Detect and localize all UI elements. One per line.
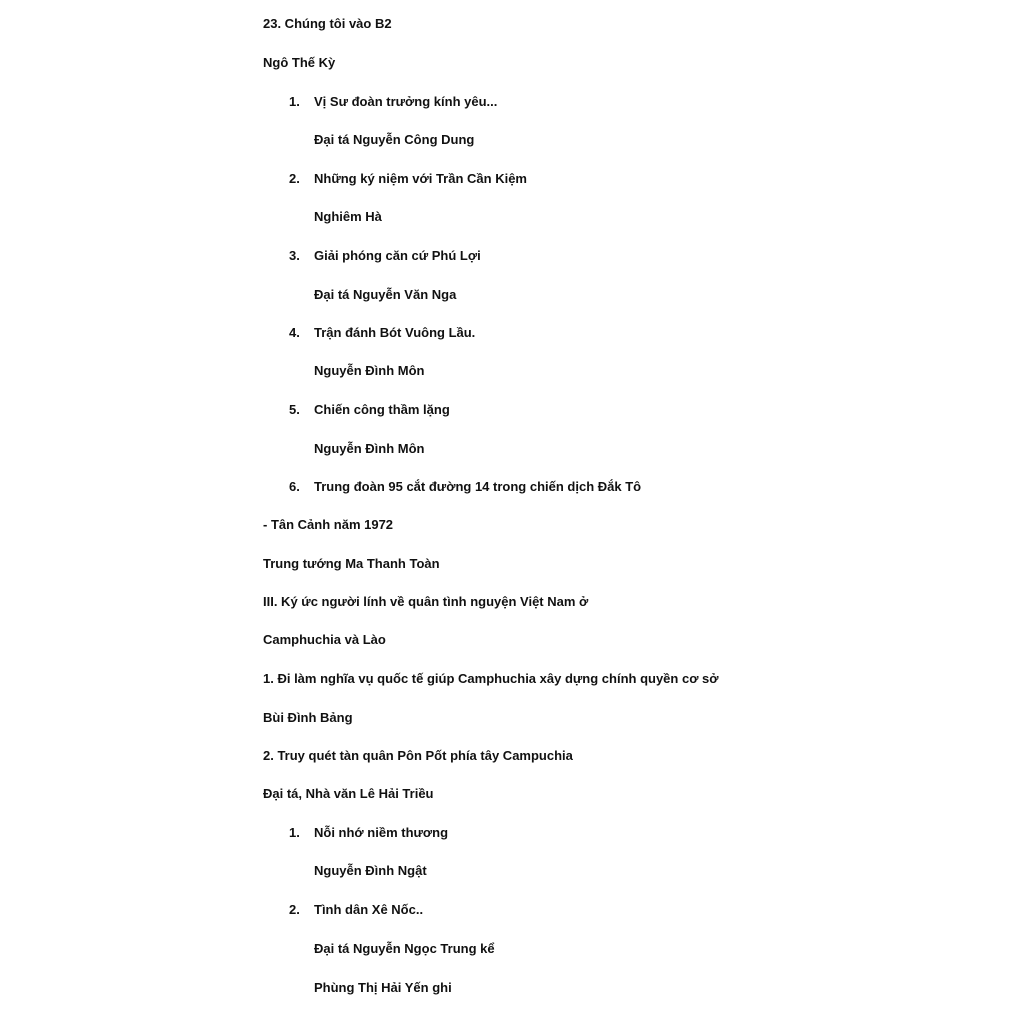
list-item-title: Giải phóng căn cứ Phú Lợi [314,248,481,263]
list-item [289,325,475,341]
list-number: 5. [289,402,300,417]
section-heading: III. Ký ức người lính về quân tình nguyện Việt Nam ở [263,594,589,609]
author-line: Phùng Thị Hải Yến ghi [314,980,452,995]
author-line: Ngô Thế Kỳ [263,55,336,70]
list-item [289,825,448,841]
author-line: Đại tá Nguyễn Công Dung [314,132,475,147]
list-item-title: Chiến công thầm lặng [314,402,450,417]
author-line: Nghiêm Hà [314,209,382,224]
section-heading: 1. Đi làm nghĩa vụ quốc tế giúp Camphuchia xây dựng chính quyền cơ sở [263,671,719,686]
author-line: Trung tướng Ma Thanh Toàn [263,556,440,571]
list-item [289,402,450,418]
section-heading: Camphuchia và Lào [263,632,386,647]
list-number: 3. [289,248,300,263]
section-heading: 23. Chúng tôi vào B2 [263,16,392,31]
list-number: 4. [289,325,300,340]
list-item-title: Tình dân Xê Nốc.. [314,902,424,917]
list-number: 1. [289,94,300,109]
list-item [289,171,527,187]
list-number: 6. [289,479,300,494]
list-item-title: Những ký niệm với Trần Cần Kiệm [314,171,527,186]
list-item-title: Vị Sư đoàn trưởng kính yêu... [314,94,498,109]
list-item-title: Trung đoàn 95 cắt đường 14 trong chiến dịch Đắk Tô [314,479,642,494]
author-line: Nguyễn Đình Ngật [314,863,427,878]
list-number: 2. [289,902,300,917]
list-item-title: Nỗi nhớ niềm thương [314,825,449,840]
list-item [289,902,423,918]
author-line: Đại tá Nguyễn Ngọc Trung kể [314,941,495,956]
author-line: Đại tá Nguyễn Văn Nga [314,287,457,302]
list-item [289,94,497,110]
text-line: - Tân Cảnh năm 1972 [263,517,394,532]
list-item [289,248,481,264]
author-line: Bùi Đình Bảng [263,710,353,725]
author-line: Đại tá, Nhà văn Lê Hải Triều [263,786,434,801]
section-heading: 2. Truy quét tàn quân Pôn Pốt phía tây Campuchia [263,748,573,763]
list-number: 2. [289,171,300,186]
author-line: Nguyễn Đình Môn [314,441,425,456]
list-number: 1. [289,825,300,840]
list-item [289,479,641,495]
list-item-title: Trận đánh Bót Vuông Lầu. [314,325,476,340]
author-line: Nguyễn Đình Môn [314,363,425,378]
